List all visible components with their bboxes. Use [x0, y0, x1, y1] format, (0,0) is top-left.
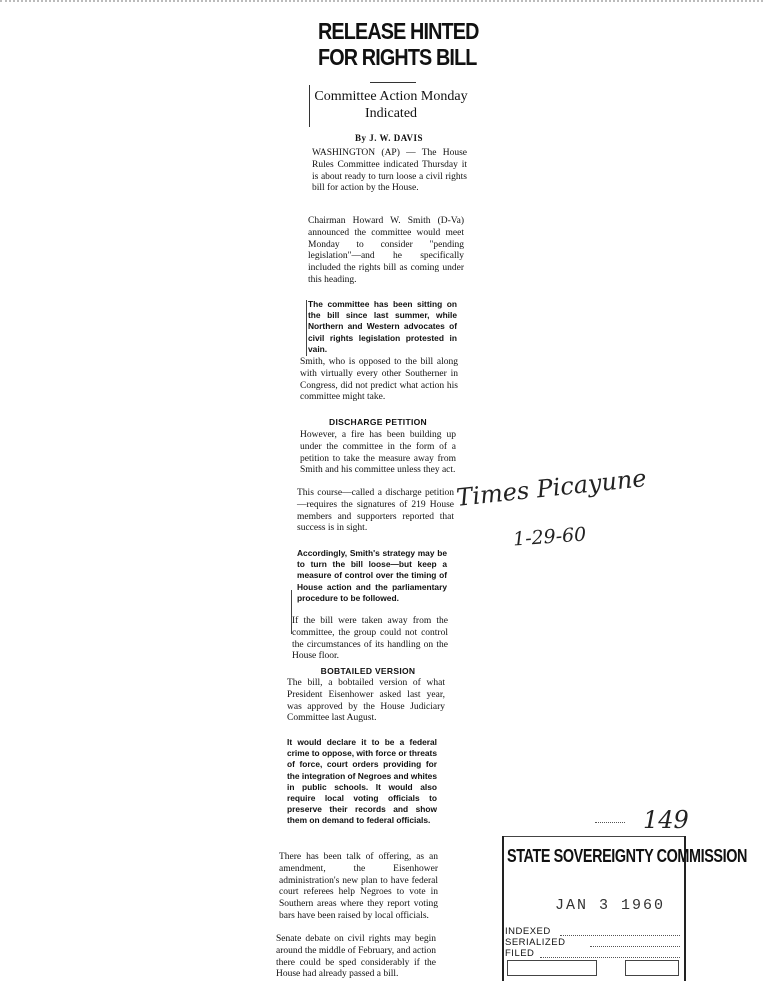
paragraph-3: The committee has been sitting on the bill since last summer, while Northern and Western advocates of civil rights legislation protested in vain. — [308, 299, 457, 354]
paragraph-4: Smith, who is opposed to the bill along with virtually every other Southerner in Congress, did not predict what action his committee might take. — [300, 357, 458, 403]
paragraph-12: Senate debate on civil rights may begin around the middle of February, and action there could be sped considerably if the House had already passed a bill. — [276, 934, 436, 980]
stamp-indexed-line — [560, 935, 680, 936]
paragraph-5: However, a fire has been building up under the committee in the form of a petition to take the measure away from Smith and his committee unless they act. — [300, 430, 456, 476]
stamp-title: STATE SOVEREIGNTY COMMISSION — [507, 846, 748, 866]
handwritten-date: 1-29-60 — [512, 523, 587, 551]
stamp-date: JAN 3 1960 — [555, 897, 666, 914]
column-rule — [306, 300, 307, 356]
handwritten-source: Times Picayune — [455, 464, 648, 512]
stamp-box-right — [625, 960, 679, 976]
handwritten-dash — [595, 822, 625, 823]
section-heading-discharge: DISCHARGE PETITION — [329, 417, 427, 427]
stamp-serialized-line — [590, 946, 680, 947]
headline-rule — [370, 82, 416, 83]
headline-line-1: RELEASE HINTED — [318, 18, 479, 44]
byline: By J. W. DAVIS — [354, 133, 424, 143]
subhead: Committee Action Monday Indicated — [314, 89, 468, 121]
paragraph-7: Accordingly, Smith's strategy may be to turn the bill loose—but keep a measure of control over the timing of House action and the parliamentary procedure to be followed. — [297, 548, 447, 603]
paragraph-6: This course—called a discharge petition—requires the signatures of 219 House members and supporters reported that success is in sight. — [297, 488, 454, 534]
subhead-border — [309, 85, 310, 127]
stamp-left-edge — [502, 836, 504, 981]
stamp-filed-line — [540, 957, 680, 958]
paragraph-8: If the bill were taken away from the committee, the group could not control the circumstances of its handling on the House floor. — [292, 616, 448, 662]
stamp-serialized-label: SERIALIZED — [505, 937, 566, 948]
section-heading-bobtailed: BOBTAILED VERSION — [320, 666, 416, 676]
stamp-top-edge — [502, 836, 686, 837]
scan-top-border — [0, 0, 763, 2]
stamp-box-left — [507, 960, 597, 976]
handwritten-number: 149 — [643, 806, 689, 834]
stamp-indexed-label: INDEXED — [505, 926, 551, 937]
headline — [318, 18, 479, 70]
paragraph-9: The bill, a bobtailed version of what President Eisenhower asked last year, was approved by the House Judiciary Committee last August. — [287, 678, 445, 724]
paragraph-11: There has been talk of offering, as an amendment, the Eisenhower administration's new plan to have federal court referees help Negroes to vote in Southern areas where they report voting bars have been raised by local officials. — [279, 852, 438, 921]
paragraph-10: It would declare it to be a federal crime to oppose, with force or threats of force, court orders providing for the integration of Negroes and whites in public schools. It would also require local voting officials to preserve their records and show them on demand to federal officials. — [287, 737, 437, 826]
paragraph-2: Chairman Howard W. Smith (D-Va) announced the committee would meet Monday to consider "pending legislation"—and he specifically included the rights bill as coming under this heading. — [308, 216, 464, 285]
paragraph-1: WASHINGTON (AP) — The House Rules Committee indicated Thursday it is about ready to turn loose a civil rights bill for action by the House. — [312, 148, 467, 194]
headline-line-2: FOR RIGHTS BILL — [318, 44, 477, 70]
stamp-filed-label: FILED — [505, 948, 535, 959]
